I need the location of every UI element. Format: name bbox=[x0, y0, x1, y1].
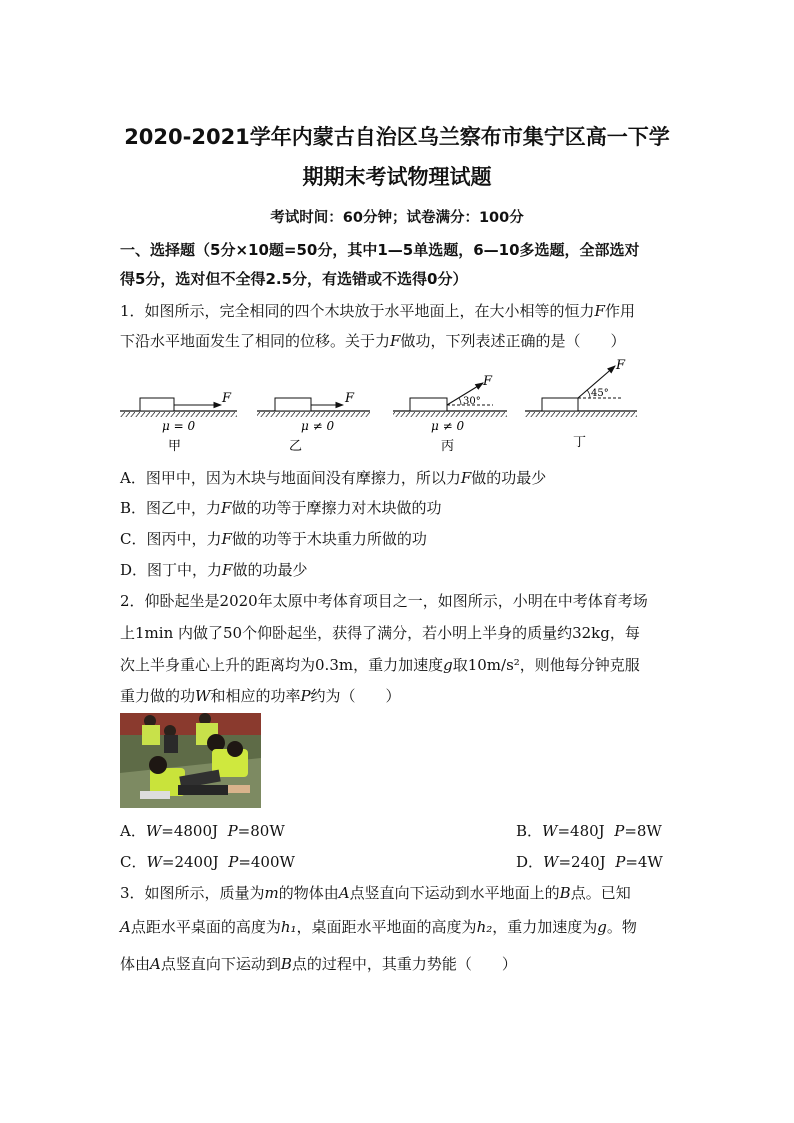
q1-text: B．图乙中，力 bbox=[120, 499, 222, 517]
work-symbol: W bbox=[146, 853, 162, 871]
option-letter: A． bbox=[120, 822, 146, 840]
point-b-symbol: B bbox=[559, 884, 571, 902]
q3-text: 点竖直向下运动到 bbox=[160, 955, 281, 973]
work-symbol: W bbox=[542, 822, 558, 840]
svg-text:F: F bbox=[345, 391, 355, 406]
point-a-symbol: A bbox=[150, 955, 161, 973]
q3-text: 。物 bbox=[606, 918, 637, 936]
force-symbol: F bbox=[221, 530, 232, 548]
q3-text: 的物体由 bbox=[278, 884, 339, 902]
height-h1-symbol: h₁ bbox=[280, 918, 297, 936]
q2-text: 和相应的功率 bbox=[210, 687, 301, 705]
wood-block bbox=[140, 398, 174, 411]
q1-text: 做功，下列表述正确的是（ ） bbox=[400, 332, 626, 350]
q1-stem-line2 bbox=[120, 330, 680, 351]
q2-option-a bbox=[120, 820, 680, 841]
force-symbol: F bbox=[460, 469, 472, 487]
q2-option-b bbox=[516, 820, 662, 841]
q2-text: 约为（ ） bbox=[310, 687, 401, 705]
wood-block bbox=[542, 398, 578, 411]
power-symbol: P bbox=[228, 853, 239, 871]
section-heading-line2: 得5分，选对但不全得2.5分，有选错或不选得0分） bbox=[120, 270, 468, 288]
q3-stem-line2 bbox=[120, 916, 680, 937]
figure-label-bing: 丙 bbox=[441, 439, 455, 454]
option-letter: D． bbox=[516, 853, 544, 871]
height-h2-symbol: h₂ bbox=[476, 918, 493, 936]
svg-text:F: F bbox=[616, 358, 626, 373]
force-symbol: F bbox=[390, 332, 401, 350]
figure-ding bbox=[525, 358, 637, 450]
q1-figure bbox=[115, 358, 655, 458]
gravity-symbol: g bbox=[597, 918, 607, 936]
q1-option-c bbox=[120, 528, 680, 549]
power-symbol: P bbox=[614, 822, 625, 840]
gravity-symbol: g bbox=[443, 656, 453, 674]
mu-label: μ = 0 bbox=[162, 419, 196, 433]
svg-text:F: F bbox=[222, 391, 232, 406]
option-letter: C． bbox=[120, 853, 147, 871]
figure-label-ding: 丁 bbox=[573, 435, 587, 450]
q1-option-d bbox=[120, 559, 680, 580]
q3-text: 点的过程中，其重力势能（ ） bbox=[291, 955, 517, 973]
situp-photo bbox=[120, 713, 261, 808]
option-value: =4800J bbox=[161, 822, 219, 840]
q3-text: 点竖直向下运动到水平地面上的 bbox=[349, 884, 560, 902]
q3-text: 体由 bbox=[120, 955, 151, 973]
q1-text: 下沿水平地面发生了相同的位移。关于力 bbox=[120, 332, 391, 350]
point-b-symbol: B bbox=[280, 955, 292, 973]
work-symbol: W bbox=[195, 687, 211, 705]
q2-stem-line4 bbox=[120, 685, 680, 706]
q3-text: 点距水平桌面的高度为 bbox=[130, 918, 281, 936]
figure-label-jia: 甲 bbox=[168, 439, 182, 454]
q2-stem-line2: 上1min 内做了50个仰卧起坐，获得了满分，若小明上半身的质量约32kg，每 bbox=[120, 624, 640, 642]
mu-label: μ ≠ 0 bbox=[301, 419, 335, 433]
figure-yi bbox=[257, 391, 370, 454]
option-value: =4W bbox=[625, 853, 663, 871]
power-symbol: P bbox=[227, 822, 238, 840]
q1-option-b bbox=[120, 497, 680, 518]
figure-jia bbox=[120, 391, 237, 454]
mass-symbol: m bbox=[264, 884, 279, 902]
figure-bing bbox=[393, 374, 507, 454]
q3-text: ，重力加速度为 bbox=[492, 918, 598, 936]
wood-block bbox=[410, 398, 447, 411]
exam-info: 考试时间：60分钟；试卷满分：100分 bbox=[270, 210, 524, 226]
option-value: =8W bbox=[624, 822, 662, 840]
q1-text: 做的功最少 bbox=[232, 561, 308, 579]
option-value: =2400J bbox=[161, 853, 219, 871]
q1-text: D．图丁中，力 bbox=[120, 561, 223, 579]
q1-text: 做的功最少 bbox=[471, 469, 547, 487]
q3-text: 3．如图所示，质量为 bbox=[120, 884, 265, 902]
q2-stem-line1: 2．仰卧起坐是2020年太原中考体育项目之一，如图所示，小明在中考体育考场 bbox=[120, 592, 648, 610]
power-symbol: P bbox=[615, 853, 626, 871]
q3-text: ，桌面距水平地面的高度为 bbox=[296, 918, 477, 936]
option-value: =480J bbox=[557, 822, 605, 840]
q1-option-a bbox=[120, 467, 680, 488]
q1-text: A．图甲中，因为木块与地面间没有摩擦力，所以力 bbox=[120, 469, 461, 487]
wood-block bbox=[275, 398, 311, 411]
work-symbol: W bbox=[543, 853, 559, 871]
figure-label-yi: 乙 bbox=[289, 439, 303, 454]
q3-stem-line1 bbox=[120, 882, 680, 903]
section-heading-line1: 一、选择题（5分×10题=50分，其中1—5单选题，6—10多选题，全部选对 bbox=[120, 241, 640, 259]
option-letter: B． bbox=[516, 822, 543, 840]
q3-stem-line3 bbox=[120, 953, 680, 974]
force-symbol: F bbox=[594, 302, 605, 320]
exam-title-line2: 期期末考试物理试题 bbox=[302, 165, 492, 189]
option-value: =240J bbox=[558, 853, 606, 871]
q2-stem-line3 bbox=[120, 654, 680, 675]
q2-option-d bbox=[516, 851, 663, 872]
angle-label: 45° bbox=[591, 388, 609, 399]
point-a-symbol: A bbox=[338, 884, 350, 902]
q2-option-c bbox=[120, 851, 680, 872]
q1-text: 做的功等于摩擦力对木块做的功 bbox=[231, 499, 442, 517]
svg-text:F: F bbox=[483, 374, 493, 389]
q2-text: 次上半身重心上升的距离均为0.3m，重力加速度 bbox=[120, 656, 444, 674]
q1-text: 做的功等于木块重力所做的功 bbox=[231, 530, 427, 548]
work-symbol: W bbox=[145, 822, 162, 840]
option-value: =400W bbox=[238, 853, 295, 871]
q1-text: 作用 bbox=[604, 302, 635, 320]
q1-text: 1．如图所示，完全相同的四个木块放于水平地面上，在大小相等的恒力 bbox=[120, 302, 595, 320]
q2-text: 取10m/s²，则他每分钟克服 bbox=[452, 656, 640, 674]
q2-text: 重力做的功 bbox=[120, 687, 196, 705]
angle-label: 30° bbox=[463, 396, 481, 407]
q1-stem-line1 bbox=[120, 300, 680, 321]
option-value: =80W bbox=[237, 822, 285, 840]
force-symbol: F bbox=[221, 499, 232, 517]
mu-label: μ ≠ 0 bbox=[431, 419, 465, 433]
exam-title-line1: 2020-2021学年内蒙古自治区乌兰察布市集宁区高一下学 bbox=[124, 125, 670, 149]
q1-text: C．图丙中，力 bbox=[120, 530, 222, 548]
force-symbol: F bbox=[222, 561, 233, 579]
point-a-symbol: A bbox=[120, 918, 131, 936]
q3-text: 点。已知 bbox=[570, 884, 631, 902]
power-symbol: P bbox=[300, 687, 311, 705]
